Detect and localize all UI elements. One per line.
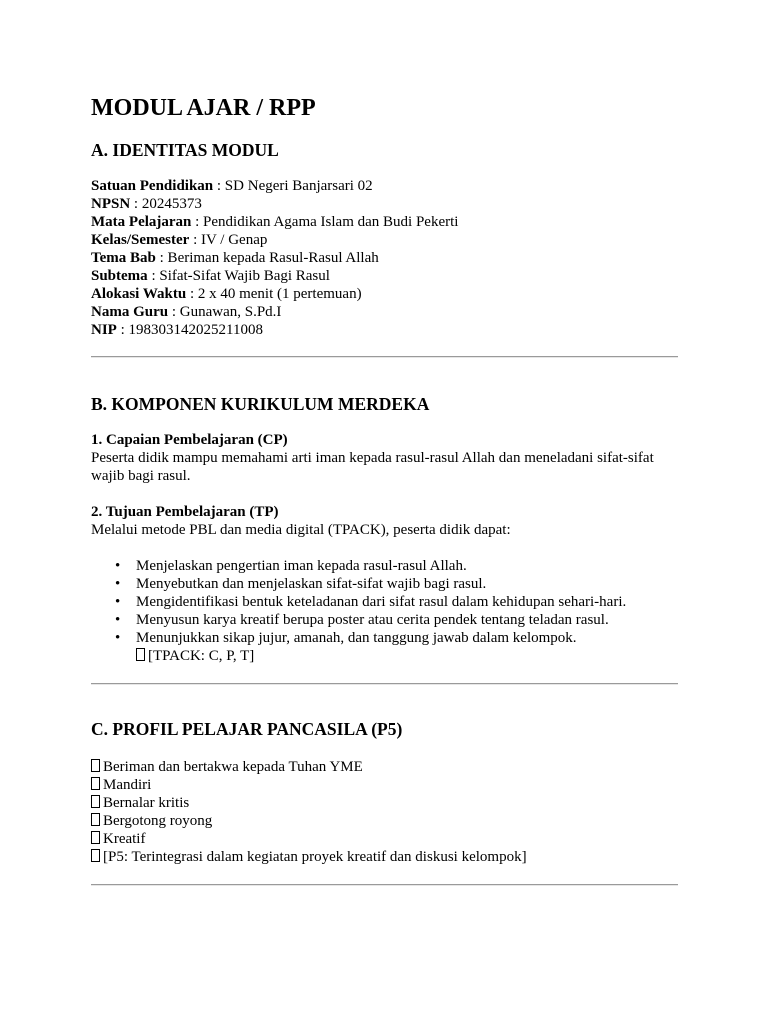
missing-glyph-icon [91, 813, 100, 826]
section-divider [91, 884, 678, 886]
list-item: • Menyebutkan dan menjelaskan sifat-sifat wajib bagi rasul. [91, 575, 678, 593]
section-a-heading: A. IDENTITAS MODUL [91, 140, 279, 160]
field-row [91, 195, 678, 213]
missing-glyph-icon [91, 849, 100, 862]
list-item [91, 848, 678, 866]
list-item [91, 794, 678, 812]
list-item: • Mengidentifikasi bentuk keteladanan dari sifat rasul dalam kehidupan sehari-hari. [91, 593, 678, 611]
section-c-heading: C. PROFIL PELAJAR PANCASILA (P5) [91, 719, 403, 739]
list-item-text: Bergotong royong [103, 813, 213, 829]
missing-glyph-icon [136, 648, 145, 661]
field-label: Alokasi Waktu [91, 286, 187, 302]
list-item [91, 758, 678, 776]
cp-text-line: wajib bagi rasul. [91, 468, 191, 484]
field-value: : 2 x 40 menit (1 pertemuan) [186, 286, 362, 302]
list-item [91, 812, 678, 830]
list-item-text: Bernalar kritis [103, 795, 190, 811]
list-item: • Menunjukkan sikap jujur, amanah, dan tanggung jawab dalam kelompok. [91, 629, 678, 647]
field-label: Mata Pelajaran [91, 214, 192, 230]
field-label: Satuan Pendidikan [91, 178, 214, 194]
field-label: NPSN [91, 196, 131, 212]
list-item-text: [P5: Terintegrasi dalam kegiatan proyek kreatif dan diskusi kelompok] [103, 849, 527, 865]
cp-text-line: Peserta didik mampu memahami arti iman kepada rasul-rasul Allah dan meneladani sifat-sifat [91, 450, 654, 466]
cp-title: 1. Capaian Pembelajaran (CP) [91, 432, 288, 448]
list-item: • Menyusun karya kreatif berupa poster atau cerita pendek tentang teladan rasul. [91, 611, 678, 629]
tpack-note [91, 647, 678, 665]
field-row [91, 321, 678, 339]
page-title: MODUL AJAR / RPP [91, 95, 316, 121]
field-label: Tema Bab [91, 250, 156, 266]
field-value: : SD Negeri Banjarsari 02 [213, 178, 373, 194]
section-b-heading: B. KOMPONEN KURIKULUM MERDEKA [91, 394, 430, 414]
field-value: : IV / Genap [189, 232, 268, 248]
field-value: : Gunawan, S.Pd.I [168, 304, 282, 320]
field-label: NIP [91, 322, 117, 338]
list-item [91, 776, 678, 794]
field-label: Kelas/Semester [91, 232, 190, 248]
tp-intro: Melalui metode PBL dan media digital (TPACK), peserta didik dapat: [91, 522, 511, 538]
field-row [91, 285, 678, 303]
section-divider [91, 356, 678, 358]
field-value: : 198303142025211008 [116, 322, 263, 338]
field-value: : Pendidikan Agama Islam dan Budi Pekerti [191, 214, 459, 230]
tpack-note-text: [TPACK: C, P, T] [148, 648, 255, 664]
field-label: Nama Guru [91, 304, 169, 320]
field-row [91, 231, 678, 249]
field-label: Subtema [91, 268, 148, 284]
list-item-text: Beriman dan bertakwa kepada Tuhan YME [103, 759, 363, 775]
list-item: • Menjelaskan pengertian iman kepada rasul-rasul Allah. [91, 557, 678, 575]
field-row [91, 303, 678, 321]
tp-title: 2. Tujuan Pembelajaran (TP) [91, 504, 279, 520]
field-value: : 20245373 [130, 196, 202, 212]
missing-glyph-icon [91, 795, 100, 808]
missing-glyph-icon [91, 777, 100, 790]
p5-list [91, 758, 678, 866]
field-row [91, 249, 678, 267]
list-item [91, 830, 678, 848]
missing-glyph-icon [91, 831, 100, 844]
list-item-text: Kreatif [103, 831, 146, 847]
cp-text [91, 449, 678, 485]
field-row [91, 213, 678, 231]
section-divider [91, 683, 678, 685]
field-value: : Sifat-Sifat Wajib Bagi Rasul [147, 268, 330, 284]
missing-glyph-icon [91, 759, 100, 772]
identity-fields [91, 177, 678, 339]
tp-list [91, 557, 678, 647]
field-row [91, 177, 678, 195]
list-item-text: Mandiri [103, 777, 152, 793]
field-row [91, 267, 678, 285]
field-value: : Beriman kepada Rasul-Rasul Allah [155, 250, 379, 266]
